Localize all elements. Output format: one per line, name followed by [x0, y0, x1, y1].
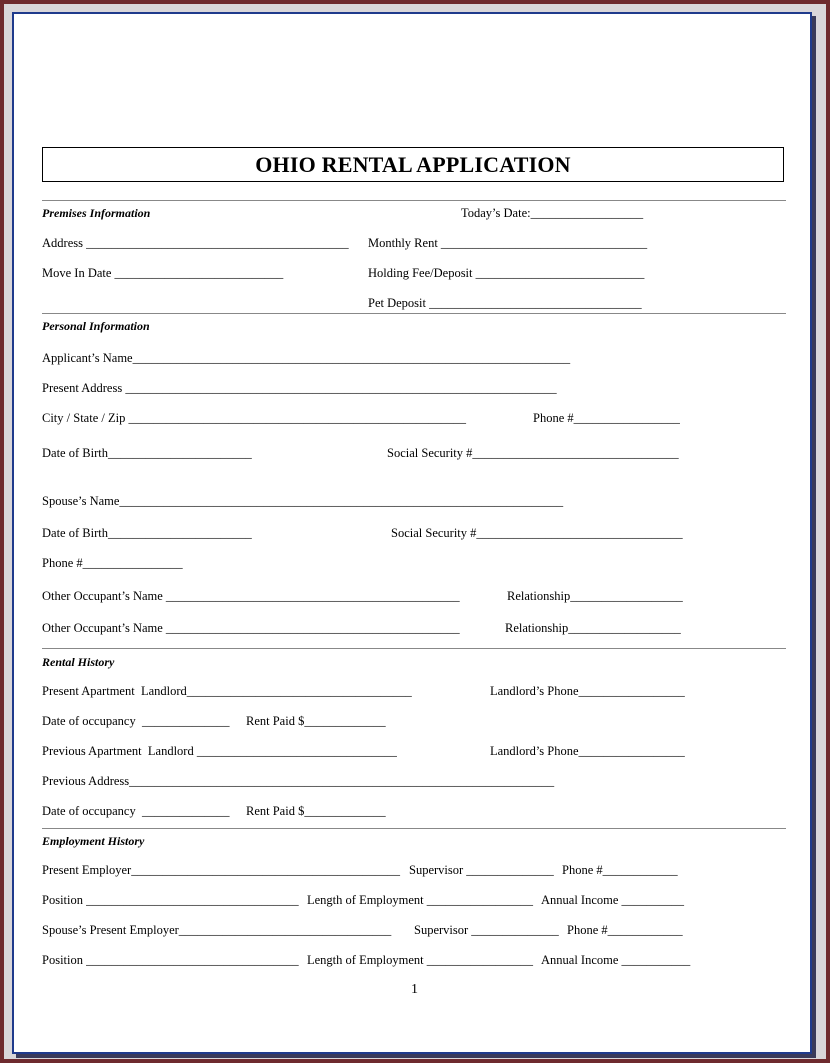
- length-of-employment-field[interactable]: Length of Employment _________________: [307, 953, 534, 967]
- spouse-dob-field[interactable]: Date of Birth_______________________: [42, 526, 252, 540]
- monthly-rent-field[interactable]: Monthly Rent _________________________________: [368, 236, 648, 250]
- relationship-field[interactable]: Relationship__________________: [507, 589, 683, 603]
- spouse-phone-field[interactable]: Phone #________________: [42, 556, 183, 570]
- spouse-employer-field[interactable]: Spouse’s Present Employer__________________________________: [42, 923, 392, 937]
- form-title: OHIO RENTAL APPLICATION: [42, 147, 784, 182]
- position-field[interactable]: Position __________________________________: [42, 893, 299, 907]
- address-field[interactable]: Address __________________________________________: [42, 236, 349, 250]
- supervisor-field[interactable]: Supervisor ______________: [414, 923, 559, 937]
- pet-deposit-field[interactable]: Pet Deposit __________________________________: [368, 296, 642, 310]
- employment-history-heading: Employment History: [42, 834, 145, 848]
- spouse-ssn-field[interactable]: Social Security #_________________________________: [391, 526, 683, 540]
- date-of-birth-field[interactable]: Date of Birth_______________________: [42, 446, 252, 460]
- rent-paid-field[interactable]: Rent Paid $_____________: [246, 804, 386, 818]
- present-employer-field[interactable]: Present Employer___________________________________________: [42, 863, 400, 877]
- page-number: 1: [411, 982, 418, 997]
- todays-date-field[interactable]: Today’s Date:__________________: [461, 206, 644, 220]
- social-security-field[interactable]: Social Security #_________________________________: [387, 446, 679, 460]
- previous-landlord-field[interactable]: Previous Apartment Landlord ________________________________: [42, 744, 397, 758]
- spouse-name-field[interactable]: Spouse’s Name_______________________________________________________________________: [42, 494, 564, 508]
- annual-income-field[interactable]: Annual Income __________: [541, 893, 685, 907]
- present-address-field[interactable]: Present Address _____________________________________________________________________: [42, 381, 557, 395]
- city-state-zip-field[interactable]: City / State / Zip ______________________________________________________: [42, 411, 466, 425]
- landlord-phone-field[interactable]: Landlord’s Phone_________________: [490, 744, 685, 758]
- date-of-occupancy-field[interactable]: Date of occupancy ______________: [42, 804, 230, 818]
- phone-field[interactable]: Phone #_________________: [533, 411, 680, 425]
- length-of-employment-field[interactable]: Length of Employment _________________: [307, 893, 534, 907]
- position-field[interactable]: Position __________________________________: [42, 953, 299, 967]
- move-in-date-field[interactable]: Move In Date ___________________________: [42, 266, 284, 280]
- supervisor-field[interactable]: Supervisor ______________: [409, 863, 554, 877]
- annual-income-field[interactable]: Annual Income ___________: [541, 953, 691, 967]
- applicant-name-field[interactable]: Applicant’s Name______________________________________________________________________: [42, 351, 571, 365]
- rent-paid-field[interactable]: Rent Paid $_____________: [246, 714, 386, 728]
- present-landlord-field[interactable]: Present Apartment Landlord____________________________________: [42, 684, 412, 698]
- personal-heading: Personal Information: [42, 319, 150, 333]
- landlord-phone-field[interactable]: Landlord’s Phone_________________: [490, 684, 685, 698]
- premises-heading: Premises Information: [42, 206, 151, 220]
- section-divider: [42, 313, 786, 314]
- other-occupant-name-field[interactable]: Other Occupant’s Name _______________________________________________: [42, 621, 460, 635]
- other-occupant-name-field[interactable]: Other Occupant’s Name _______________________________________________: [42, 589, 460, 603]
- date-of-occupancy-field[interactable]: Date of occupancy ______________: [42, 714, 230, 728]
- rental-history-heading: Rental History: [42, 655, 115, 669]
- previous-address-field[interactable]: Previous Address____________________________________________________________________: [42, 774, 555, 788]
- holding-fee-field[interactable]: Holding Fee/Deposit ___________________________: [368, 266, 645, 280]
- document-page: [12, 12, 812, 1054]
- employer-phone-field[interactable]: Phone #____________: [567, 923, 683, 937]
- relationship-field[interactable]: Relationship__________________: [505, 621, 681, 635]
- employer-phone-field[interactable]: Phone #____________: [562, 863, 678, 877]
- section-divider: [42, 828, 786, 829]
- section-divider: [42, 200, 786, 201]
- section-divider: [42, 648, 786, 649]
